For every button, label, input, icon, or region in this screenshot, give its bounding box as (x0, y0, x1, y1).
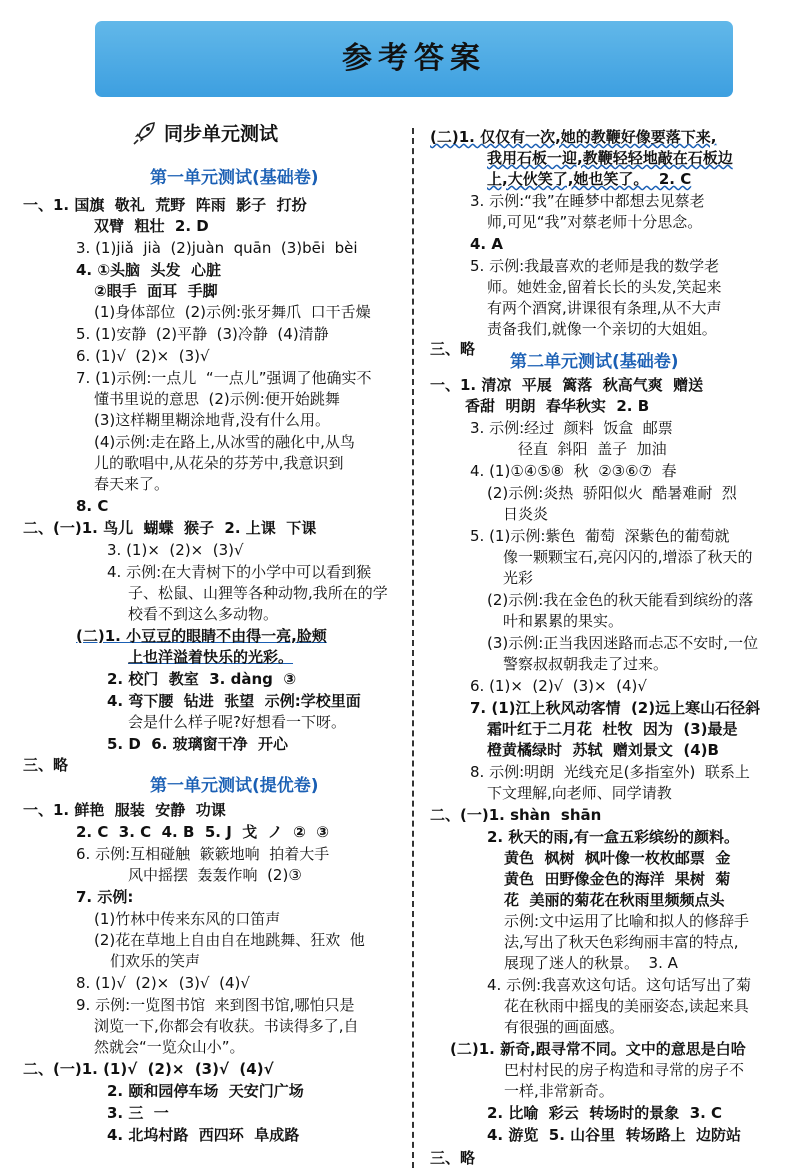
answer-line: 6. (1)√ (2)× (3)√ (76, 347, 210, 365)
unit-heading: 第一单元测试(基础卷) (150, 168, 319, 188)
answer-line: 展现了迷人的秋景。 3. A (504, 954, 678, 972)
rocket-icon (132, 119, 158, 145)
answer-line: 校看不到这么多动物。 (128, 605, 279, 623)
answer-line: 有很强的画面感。 (504, 1018, 625, 1036)
answer-line: 浏览一下,你都会有收获。书读得多了,自 (94, 1017, 359, 1035)
answer-line: 9. 示例:一览图书馆 来到图书馆,哪怕只是 (76, 996, 355, 1014)
answer-line: 子、松鼠、山狸等各种动物,我所在的学 (128, 584, 388, 602)
answer-line: 一、1. 鲜艳 服装 安静 功课 (23, 801, 226, 819)
answer-line: 4. 弯下腰 钻进 张望 示例:学校里面 (107, 692, 361, 710)
answer-line: 我用石板一迎,教鞭轻轻地敲在石板边 (487, 149, 733, 167)
answer-line: 们欢乐的笑声 (110, 952, 201, 970)
answer-line: 警察叔叔朝我走了过来。 (503, 655, 669, 673)
answer-line: 会是什么样子呢?好想看一下呀。 (128, 713, 346, 731)
answer-line: 二、(一)1. shàn shān (430, 806, 602, 824)
answer-line: 5. D 6. 玻璃窗干净 开心 (107, 735, 289, 753)
answer-line: 7. (1)示例:一点儿 “一点儿”强调了他确实不 (76, 369, 372, 387)
answer-line: 二、(一)1. (1)√ (2)× (3)√ (4)√ (23, 1060, 274, 1078)
answer-line: 7. (1)江上秋风动客情 (2)远上寒山石径斜 (470, 699, 761, 717)
section-title: 同步单元测试 (164, 123, 279, 145)
answer-line: 黄色 田野像金色的海洋 果树 菊 (504, 870, 731, 888)
answer-line: (2)示例:炎热 骄阳似火 酷暑难耐 烈 (487, 484, 737, 502)
answer-line: 2. 比喻 彩云 转场时的景象 3. C (487, 1104, 723, 1122)
answer-line: 上也洋溢着快乐的光彩。 (128, 648, 294, 666)
answer-line: 2. C 3. C 4. B 5. J 戈 ノ ② ③ (76, 823, 329, 841)
answer-line: 4. 游览 5. 山谷里 转场路上 边防站 (487, 1126, 742, 1144)
answer-line: 5. 示例:我最喜欢的老师是我的数学老 (470, 257, 720, 275)
answer-line: (3)这样糊里糊涂地背,没有什么用。 (94, 411, 331, 429)
answer-line: 巴村村民的房子构造和寻常的房子不 (504, 1061, 745, 1079)
answer-line: (二)1. 新奇,跟寻常不同。文中的意思是白哈 (450, 1040, 746, 1058)
answer-line: 下文理解,向老师、同学请教 (487, 784, 672, 802)
answer-line: 4. A (470, 235, 503, 253)
answer-line: 一、1. 清凉 平展 篱落 秋高气爽 赠送 (430, 376, 704, 394)
answer-line: 8. (1)√ (2)× (3)√ (4)√ (76, 974, 250, 992)
answer-line: (2)花在草地上自由自在地跳舞、狂欢 他 (94, 931, 365, 949)
answer-line: 风中摇摆 轰轰作响 (2)③ (128, 866, 302, 884)
answer-line: 径直 斜阳 盖子 加油 (518, 440, 667, 458)
answer-line: 花 美丽的菊花在秋雨里频频点头 (504, 891, 725, 909)
answer-line: 4. 示例:在大青树下的小学中可以看到猴 (107, 563, 372, 581)
answer-line: 2. 颐和园停车场 天安门广场 (107, 1082, 304, 1100)
answer-line: 上,大伙笑了,她也笑了。 2. C (487, 170, 692, 188)
answer-line: 7. 示例: (76, 888, 134, 906)
answer-line: 橙黄橘绿时 苏轼 赠刘景文 (4)B (487, 741, 719, 759)
answer-line: 5. (1)示例:紫色 葡萄 深紫色的葡萄就 (470, 527, 730, 545)
answer-line: 三、略 (23, 756, 69, 774)
answer-line: 懂书里说的意思 (2)示例:便开始跳舞 (94, 390, 340, 408)
answer-line: 师,可见“我”对蔡老师十分思念。 (487, 213, 703, 231)
answer-line: 三、略 (430, 340, 476, 358)
answer-line: 花在秋雨中摇曳的美丽姿态,读起来具 (504, 997, 749, 1015)
answer-line: 黄色 枫树 枫叶像一枚枚邮票 金 (504, 849, 731, 867)
answer-line: (1)竹林中传来东风的口笛声 (94, 910, 281, 928)
answer-line: 日炎炎 (503, 505, 549, 523)
answer-line: (二)1. 小豆豆的眼睛不由得一亮,脸颊 (76, 627, 327, 645)
answer-line: 8. C (76, 497, 109, 515)
answer-line: 责备我们,就像一个亲切的大姐姐。 (487, 320, 717, 338)
answer-line: (3)示例:正当我因迷路而忐忑不安时,一位 (487, 634, 759, 652)
title-banner (95, 21, 733, 97)
answer-line: ②眼手 面耳 手脚 (94, 282, 218, 300)
answer-line: 4. ①头脑 头发 心脏 (76, 261, 221, 279)
answer-line: 2. 校门 教室 3. dàng ③ (107, 670, 297, 688)
answer-line: 5. (1)安静 (2)平静 (3)冷静 (4)清静 (76, 325, 329, 343)
answer-line: 3. 三 一 (107, 1104, 169, 1122)
answer-line: (二)1. 仅仅有一次,她的教鞭好像要落下来, (430, 128, 717, 146)
answer-line: 3. (1)× (2)× (3)√ (107, 541, 244, 559)
answer-line: (1)身体部位 (2)示例:张牙舞爪 口干舌燥 (94, 303, 371, 321)
answer-line: 春天来了。 (94, 475, 170, 493)
answer-line: 示例:文中运用了比喻和拟人的修辞手 (504, 912, 750, 930)
answer-line: 3. (1)jiǎ jià (2)juàn quān (3)bēi bèi (76, 239, 358, 257)
answer-line: 一样,非常新奇。 (504, 1082, 614, 1100)
answer-line: 3. 示例:经过 颜料 饭盒 邮票 (470, 419, 673, 437)
answer-line: 一、1. 国旗 敬礼 荒野 阵雨 影子 打扮 (23, 196, 307, 214)
answer-line: 二、(一)1. 鸟儿 蝴蝶 猴子 2. 上课 下课 (23, 519, 317, 537)
answer-line: 法,写出了秋天色彩绚丽丰富的特点, (504, 933, 739, 951)
answer-line: 4. 北坞村路 西四环 阜成路 (107, 1126, 300, 1144)
answer-line: (4)示例:走在路上,从冰雪的融化中,从鸟 (94, 433, 355, 451)
unit-heading: 第二单元测试(基础卷) (510, 352, 679, 372)
answer-line: 6. (1)× (2)√ (3)× (4)√ (470, 677, 647, 695)
answer-line: 三、略 (430, 1149, 476, 1167)
answer-line: 香甜 明朗 春华秋实 2. B (465, 397, 650, 415)
answer-line: (2)示例:我在金色的秋天能看到缤纷的落 (487, 591, 754, 609)
answer-line: 霜叶红于二月花 杜牧 因为 (3)最是 (487, 720, 738, 738)
answer-line: 叶和累累的果实。 (503, 612, 624, 630)
page-title: 参考答案 (342, 41, 486, 76)
answer-line: 光彩 (503, 569, 534, 587)
answer-line: 师。她姓金,留着长长的头发,笑起来 (487, 278, 722, 296)
answer-line: 4. (1)①④⑤⑧ 秋 ②③⑥⑦ 春 (470, 462, 677, 480)
answer-line: 8. 示例:明朗 光线充足(多指室外) 联系上 (470, 763, 750, 781)
answer-line: 有两个酒窝,讲课很有条理,从不大声 (487, 299, 722, 317)
answer-line: 双臂 粗壮 2. D (94, 217, 209, 235)
column-divider (412, 128, 414, 1168)
unit-heading: 第一单元测试(提优卷) (150, 776, 319, 796)
answer-line: 然就会“一览众山小”。 (94, 1038, 245, 1056)
answer-line: 像一颗颗宝石,亮闪闪的,增添了秋天的 (503, 548, 753, 566)
answer-line: 2. 秋天的雨,有一盒五彩缤纷的颜料。 (487, 828, 740, 846)
answer-line: 3. 示例:“我”在睡梦中都想去见蔡老 (470, 192, 705, 210)
answer-line: 儿的歌唱中,从花朵的芬芳中,我意识到 (94, 454, 344, 472)
answer-line: 4. 示例:我喜欢这句话。这句话写出了菊 (487, 976, 752, 994)
answer-line: 6. 示例:互相碰触 簌簌地响 拍着大手 (76, 845, 330, 863)
